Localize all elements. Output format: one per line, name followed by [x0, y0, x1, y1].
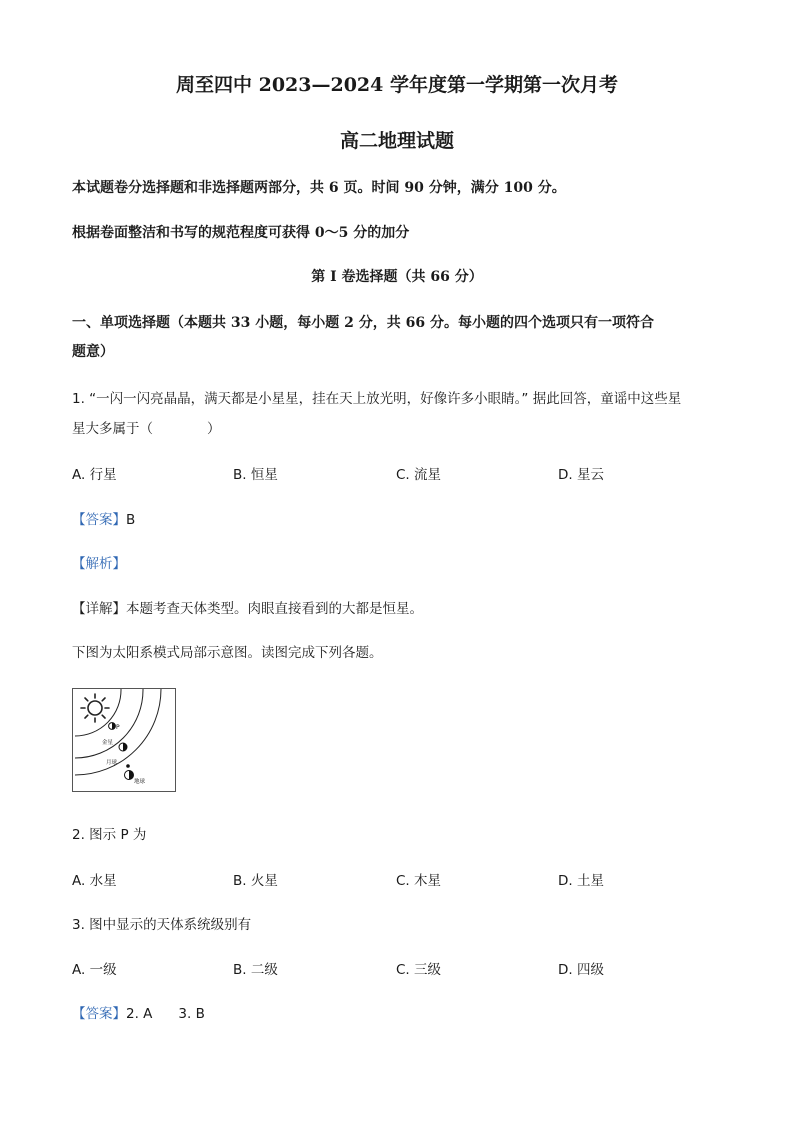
answer-value: B: [126, 512, 136, 528]
q1-option-a: A. 行星: [72, 467, 117, 483]
sun-icon: [81, 694, 109, 722]
part1-instructions-line-2: 题意）: [72, 344, 114, 360]
answer-q3: 3. B: [178, 1006, 205, 1022]
q1-answer: [72, 508, 135, 528]
answer-q2: 2. A: [126, 1006, 153, 1022]
label-moon: 月球: [106, 760, 118, 766]
q1-detail: [72, 597, 423, 617]
orbit-earth: [75, 689, 161, 775]
part1-instructions-line-1: 一、单项选择题（本题共 33 小题，每小题 2 分，共 66 分。每小题的四个选项只有一项符合: [72, 315, 654, 331]
q2-option-b: B. 火星: [233, 873, 278, 889]
intro-line-2: 根据卷面整洁和书写的规范程度可获得 0～5 分的加分: [72, 225, 410, 241]
q2-stem: 2. 图示 P 为: [72, 827, 147, 843]
q2-option-c: C. 木星: [396, 873, 442, 889]
answer-tag: 【答案】: [72, 512, 126, 528]
q2-option-a: A. 水星: [72, 873, 117, 889]
moon-icon: [126, 764, 130, 768]
section-heading: 第 I 卷选择题（共 66 分）: [311, 269, 483, 285]
q1-option-d: D. 星云: [558, 467, 604, 483]
page-subtitle: 高二地理试题: [339, 130, 454, 152]
page-title: 周至四中 2023—2024 学年度第一学期第一次月考: [176, 74, 618, 96]
detail-tag: 【详解】: [72, 601, 126, 617]
planet-p-icon: [109, 723, 116, 730]
q1-option-b: B. 恒星: [233, 467, 278, 483]
answers-2-3: [72, 1002, 205, 1022]
intro-line-1: 本试题卷分选择题和非选择题两部分，共 6 页。时间 90 分钟，满分 100 分。: [72, 180, 566, 196]
q1-analysis-tag: 【解析】: [72, 556, 126, 572]
label-earth: 地球: [134, 779, 146, 785]
q3-option-c: C. 三级: [396, 962, 442, 978]
q3-option-d: D. 四级: [558, 962, 604, 978]
label-p: P: [116, 724, 120, 731]
earth-icon: [125, 771, 134, 780]
solar-system-diagram: [73, 689, 176, 792]
q3-option-b: B. 二级: [233, 962, 278, 978]
q3-stem: 3. 图中显示的天体系统级别有: [72, 917, 252, 933]
solar-system-figure: [72, 688, 176, 792]
figure-intro: 下图为太阳系模式局部示意图。读图完成下列各题。: [72, 645, 383, 661]
q1-stem-line-2: 星大多属于（ ）: [72, 421, 221, 437]
q1-stem-line-1: 1. “一闪一闪亮晶晶，满天都是小星星，挂在天上放光明，好像许多小眼睛。” 据此回答，童谣中这些星: [72, 391, 682, 407]
label-venus: 金星: [102, 740, 114, 746]
q3-option-a: A. 一级: [72, 962, 117, 978]
q1-option-c: C. 流星: [396, 467, 442, 483]
venus-icon: [119, 743, 127, 751]
detail-text: 本题考查天体类型。肉眼直接看到的大都是恒星。: [126, 601, 423, 617]
orbit-venus: [75, 689, 143, 758]
q2-option-d: D. 土星: [558, 873, 604, 889]
answer-tag: 【答案】: [72, 1006, 126, 1022]
